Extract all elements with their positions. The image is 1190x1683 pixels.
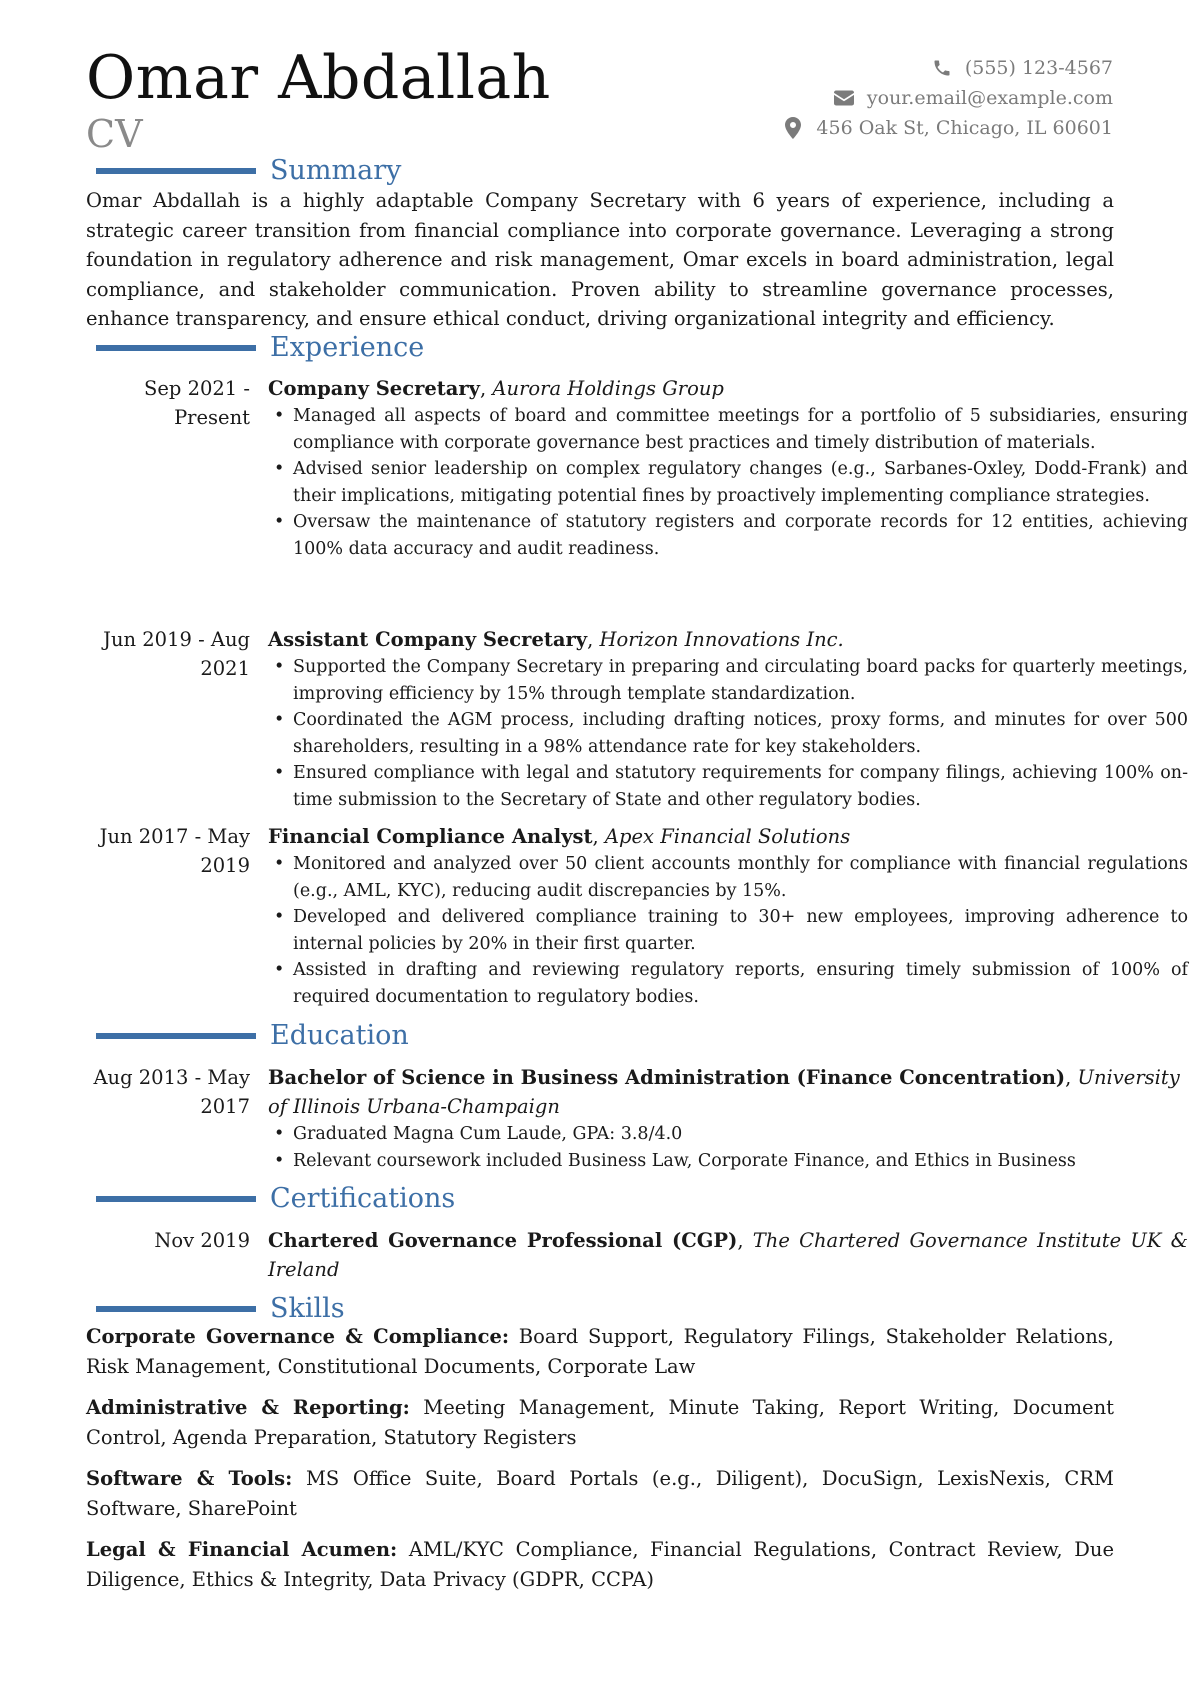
school-name: University of Illinois Urbana-Champaign	[268, 1066, 1180, 1118]
document-type-label: CV	[86, 112, 143, 156]
skill-items: Meeting Management, Minute Taking, Report Writing, Document Control, Agenda Preparation, Statutory Registers	[86, 1396, 1114, 1449]
entry-heading: Company Secretary, Aurora Holdings Group	[268, 377, 724, 400]
contact-address	[782, 113, 1113, 143]
job-title: Assistant Company Secretary	[268, 628, 588, 651]
certification-name: Chartered Governance Professional (CGP)	[268, 1229, 738, 1252]
section-accent-bar	[96, 1196, 256, 1202]
list-item: • Advised senior leadership on complex regulatory changes (e.g., Sarbanes-Oxley, Dodd-Frank) and their implications, mitigating potential fines by proactively implementing compliance strategies.	[268, 456, 1188, 509]
map-marker-icon	[782, 117, 804, 139]
certification-issuer: The Chartered Governance Institute UK & Ireland	[268, 1229, 1188, 1281]
section-title: Education	[270, 1020, 409, 1051]
entry-date: Sep 2021 - Present	[144, 377, 250, 429]
phone-icon	[931, 57, 953, 79]
contact-address-text: 456 Oak St, Chicago, IL 60601	[816, 117, 1113, 139]
list-item: • Monitored and analyzed over 50 client accounts monthly for compliance with financial regulations (e.g., AML, KYC), reducing audit discrepancies by 15%.	[268, 851, 1188, 904]
list-item: • Managed all aspects of board and committee meetings for a portfolio of 5 subsidiaries, ensuring compliance with corporate governance best practices and timely distribution of materials.	[268, 403, 1188, 456]
degree-name: Bachelor of Science in Business Administration (Finance Concentration)	[268, 1066, 1066, 1089]
candidate-name: Omar Abdallah	[86, 43, 551, 113]
section-accent-bar	[96, 1033, 256, 1039]
entry-heading: Financial Compliance Analyst, Apex Financial Solutions	[268, 825, 851, 848]
entry-date: Nov 2019	[154, 1229, 250, 1252]
entry-heading: Bachelor of Science in Business Administration (Finance Concentration), University of Illinois Urbana-Champaign	[268, 1066, 1180, 1118]
list-item: • Coordinated the AGM process, including drafting notices, proxy forms, and minutes for over 500 shareholders, resulting in a 98% attendance rate for key stakeholders.	[268, 707, 1188, 760]
employer-name: Aurora Holdings Group	[492, 377, 724, 400]
contact-email-text: your.email@example.com	[866, 87, 1113, 109]
section-title: Experience	[270, 332, 425, 363]
contact-email	[782, 83, 1113, 113]
section-heading-summary	[96, 154, 401, 188]
section-heading-certifications	[96, 1182, 455, 1216]
summary-text: Omar Abdallah is a highly adaptable Company Secretary with 6 years of experience, including a strategic career transition from financial compliance into corporate governance. Leveraging a strong foundation in regulatory adherence and risk management, Omar excels in board administration, legal compliance, and stakeholder communication. Proven ability to streamline governance processes, enhance transparency, and ensure ethical conduct, driving organizational integrity and efficiency.	[86, 189, 1114, 330]
contact-phone-text: (555) 123-4567	[964, 57, 1113, 79]
entry-date: Aug 2013 - May 2017	[93, 1066, 250, 1118]
skill-group	[86, 1322, 1114, 1381]
list-item: • Relevant coursework included Business Law, Corporate Finance, and Ethics in Business	[268, 1148, 1188, 1175]
entry-heading: Chartered Governance Professional (CGP), The Chartered Governance Institute UK & Ireland	[268, 1229, 1188, 1281]
list-item: • Supported the Company Secretary in preparing and circulating board packs for quarterly meetings, improving efficiency by 15% through template standardization.	[268, 654, 1188, 707]
list-item: • Oversaw the maintenance of statutory registers and corporate records for 12 entities, achieving 100% data accuracy and audit readiness.	[268, 509, 1188, 562]
envelope-icon	[833, 87, 855, 109]
entry-bullets	[268, 654, 1188, 813]
employer-name: Horizon Innovations Inc.	[599, 628, 844, 651]
skill-items: AML/KYC Compliance, Financial Regulations, Contract Review, Due Diligence, Ethics & Integrity, Data Privacy (GDPR, CCPA)	[86, 1538, 1114, 1591]
list-item: • Assisted in drafting and reviewing regulatory reports, ensuring timely submission of 100% of required documentation to regulatory bodies.	[268, 957, 1188, 1010]
section-accent-bar	[96, 168, 256, 174]
entry-bullets	[268, 403, 1188, 562]
section-heading-skills	[96, 1292, 345, 1326]
entry-content	[268, 1226, 1188, 1284]
list-item: • Developed and delivered compliance training to 30+ new employees, improving adherence to internal policies by 20% in their first quarter.	[268, 904, 1188, 957]
section-title: Summary	[270, 155, 402, 186]
section-heading-education	[96, 1019, 409, 1053]
entry-content	[268, 822, 1188, 1010]
skill-category: Corporate Governance & Compliance:	[86, 1325, 510, 1348]
skill-group	[86, 1464, 1114, 1523]
section-title: Skills	[270, 1293, 345, 1324]
skill-items: Board Support, Regulatory Filings, Stakeholder Relations, Risk Management, Constitutional Documents, Corporate Law	[86, 1325, 1114, 1378]
entry-date: Jun 2017 - May 2019	[99, 825, 250, 877]
entry-bullets	[268, 1121, 1188, 1174]
skill-group	[86, 1535, 1114, 1594]
job-title: Company Secretary	[268, 377, 481, 400]
skill-category: Legal & Financial Acumen:	[86, 1538, 398, 1561]
entry-heading: Assistant Company Secretary, Horizon Innovations Inc.	[268, 628, 844, 651]
entry-content	[268, 1063, 1188, 1174]
section-heading-experience	[96, 331, 424, 365]
list-item: • Ensured compliance with legal and statutory requirements for company filings, achieving 100% on-time submission to the Secretary of State and other regulatory bodies.	[268, 760, 1188, 813]
list-item: • Graduated Magna Cum Laude, GPA: 3.8/4.0	[268, 1121, 1188, 1148]
job-title: Financial Compliance Analyst	[268, 825, 593, 848]
entry-content	[268, 625, 1188, 813]
entry-date: Jun 2019 - Aug 2021	[103, 628, 250, 680]
skills-list	[86, 1322, 1114, 1606]
contact-phone	[782, 53, 1113, 83]
section-accent-bar	[96, 345, 256, 351]
skill-items: MS Office Suite, Board Portals (e.g., Diligent), DocuSign, LexisNexis, CRM Software, SharePoint	[86, 1467, 1114, 1520]
employer-name: Apex Financial Solutions	[604, 825, 851, 848]
skill-category: Administrative & Reporting:	[86, 1396, 410, 1419]
skill-group	[86, 1393, 1114, 1452]
section-accent-bar	[96, 1306, 256, 1312]
skill-category: Software & Tools:	[86, 1467, 293, 1490]
section-title: Certifications	[270, 1183, 456, 1214]
entry-content	[268, 374, 1188, 562]
contact-block	[782, 53, 1113, 143]
entry-bullets	[268, 851, 1188, 1010]
